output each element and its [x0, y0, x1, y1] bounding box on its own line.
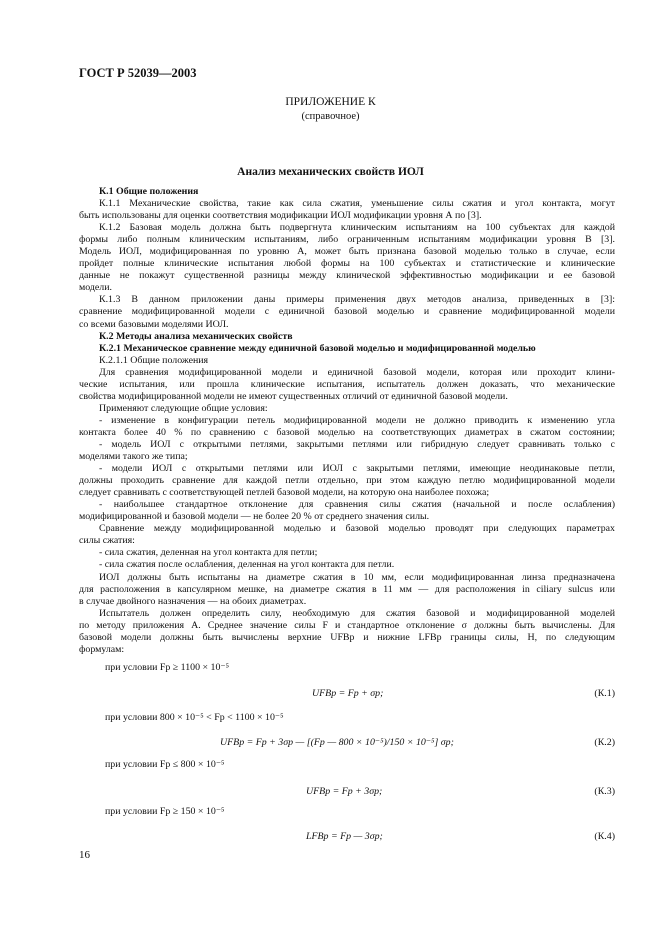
list-item: - модели ИОЛ с открытыми петлями или ИОЛ с закрытыми петлями, имеющие неодинаковые петли,	[99, 463, 615, 475]
formula-equation: UFBp = Fp + 3σp — [(Fp — 800 × 10⁻⁵)/150 × 10⁻⁵] σp;	[220, 737, 454, 748]
paragraph-line: данные не покажут существенной разницы между клинической эффективностью модификации и ее базовой	[79, 270, 615, 282]
paragraph-line: Сравнение между модифицированной моделью и базовой моделью проводят при следующих параметрах	[99, 523, 615, 535]
appendix-type: (справочное)	[301, 111, 360, 122]
paragraph-line: Для сравнения модифицированной модели и единичной базовой модели, которая или проходит клини-	[99, 366, 615, 378]
paragraph-line: К.1.3 В данном приложении даны примеры применения двух методов анализа, приведенных в [3]:	[99, 294, 615, 306]
paragraph-line: пройдет полные клинические испытания любой формы на 100 субъектах и статистические и клинические	[79, 258, 615, 270]
section-heading: К.2 Методы анализа механических свойств	[99, 330, 293, 342]
standard-header: ГОСТ Р 52039—2003	[79, 66, 197, 80]
paragraph-line: Модель ИОЛ, модифицированная по уровню А, может быть признана базовой моделью только в случае, если	[79, 246, 615, 258]
paragraph-line: ИОЛ должны быть испытаны на диаметре сжатия в 10 мм, если модифицированная линза предназначена	[99, 571, 615, 583]
document-body	[79, 186, 615, 656]
list-item: - модель ИОЛ с открытыми петлями, закрытыми петлями или гибридную следует сравнивать только с	[99, 438, 615, 450]
paragraph-line: базовой модели должны быть вычислены верхние UFBp и нижние LFBp границы силы, Н, по следующим	[79, 631, 615, 643]
formula-equation: UFBp = Fp + σp;	[312, 688, 384, 699]
formula-number: (К.1)	[594, 688, 615, 699]
paragraph-line: К.1.2 Базовая модель должна быть подвергнута клиническим испытаниям на 100 субъектах для каждой	[99, 222, 615, 234]
subsection-heading: К.2.1.1 Общие положения	[99, 354, 209, 366]
page-number: 16	[79, 849, 90, 861]
page-title: Анализ механических свойств ИОЛ	[237, 166, 424, 178]
appendix-label: ПРИЛОЖЕНИЕ К	[285, 96, 376, 108]
formula-number: (К.2)	[594, 737, 615, 748]
formula-number: (К.4)	[594, 831, 615, 842]
formula-condition: при условии Fp ≤ 800 × 10⁻⁵	[105, 759, 225, 770]
paragraph-line: К.1.1 Механические свойства, такие как сила сжатия, уменьшение силы сжатия и угол контакта, могут	[99, 198, 615, 210]
paragraph-line: по методу приложения А. Среднее значение силы F и стандартное отклонение σ должны быть вычислены. Для	[79, 619, 615, 631]
list-item: моделями такого же типа;	[79, 451, 188, 463]
formula-equation: LFBp = Fp — 3σp;	[306, 831, 383, 842]
paragraph-line: со всеми базовыми моделями ИОЛ.	[79, 318, 229, 330]
list-item: - сила сжатия, деленная на угол контакта для петли;	[99, 547, 318, 559]
paragraph-line: свойства модифицированной модели не имеют существенных отличий от единичной базовой модели.	[79, 390, 508, 402]
paragraph-line: силы сжатия:	[79, 535, 135, 547]
formula-equation: UFBp = Fp + 3σp;	[306, 786, 383, 797]
list-item: - наибольшее стандартное отклонение для сравнения силы сжатия (начальной и после ослабления)	[99, 499, 615, 511]
paragraph-line: сравнение модифицированной модели с единичной базовой моделью и сравнение модифицированной модели	[79, 306, 615, 318]
formula-number: (К.3)	[594, 786, 615, 797]
list-item: контакта более 40 % по сравнению с базовой моделью на соответствующих диаметрах в сжатом состоянии;	[79, 426, 615, 438]
list-item: следует сравнивать с соответствующей петлей базовой модели, на которую она наиболее похожа;	[79, 487, 490, 499]
paragraph-line: быть использованы для оценки соответствия модификации ИОЛ модификации уровня А по [3].	[79, 210, 482, 222]
paragraph-line: Применяют следующие общие условия:	[99, 402, 268, 414]
paragraph-line: формулам:	[79, 643, 125, 655]
list-item: должны проходить сравнение для каждой петли отдельно, при этом каждую петлю модифицированной модели	[79, 475, 615, 487]
formula-condition: при условии Fp ≥ 1100 × 10⁻⁵	[105, 662, 230, 673]
paragraph-line: для расположения в капсулярном мешке, на диаметре сжатия в 11 мм — для расположения in ciliary sulcus или	[79, 583, 615, 595]
paragraph-line: формы либо полным клиническим испытаниям, либо ограниченным испытаниям модификации уровня В [3].	[79, 234, 615, 246]
paragraph-line: модели.	[79, 282, 112, 294]
subsection-heading: К.2.1 Механическое сравнение между единичной базовой моделью и модифицированной моделью	[99, 342, 536, 354]
list-item: - сила сжатия после ослабления, деленная на угол контакта для петли.	[99, 559, 395, 571]
section-heading: К.1 Общие положения	[99, 186, 199, 197]
list-item: - изменение в конфигурации петель модифицированной модели не должно приводить к изменению угла	[99, 414, 615, 426]
paragraph-line: ческие испытания, или прошла клинические испытания, испытатель должен доказать, что механические	[79, 378, 615, 390]
formula-condition: при условии 800 × 10⁻⁵ < Fp < 1100 × 10⁻⁵	[105, 712, 284, 723]
list-item: модифицированной и базовой модели — не более 20 % от среднего значения силы.	[79, 511, 430, 523]
paragraph-line: в случае двойного назначения — на обоих диаметрах.	[79, 595, 307, 607]
formula-condition: при условии Fp ≥ 150 × 10⁻⁵	[105, 806, 225, 817]
paragraph-line: Испытатель должен определить силу, необходимую для сжатия базовой и модифицированной моделей	[99, 607, 615, 619]
